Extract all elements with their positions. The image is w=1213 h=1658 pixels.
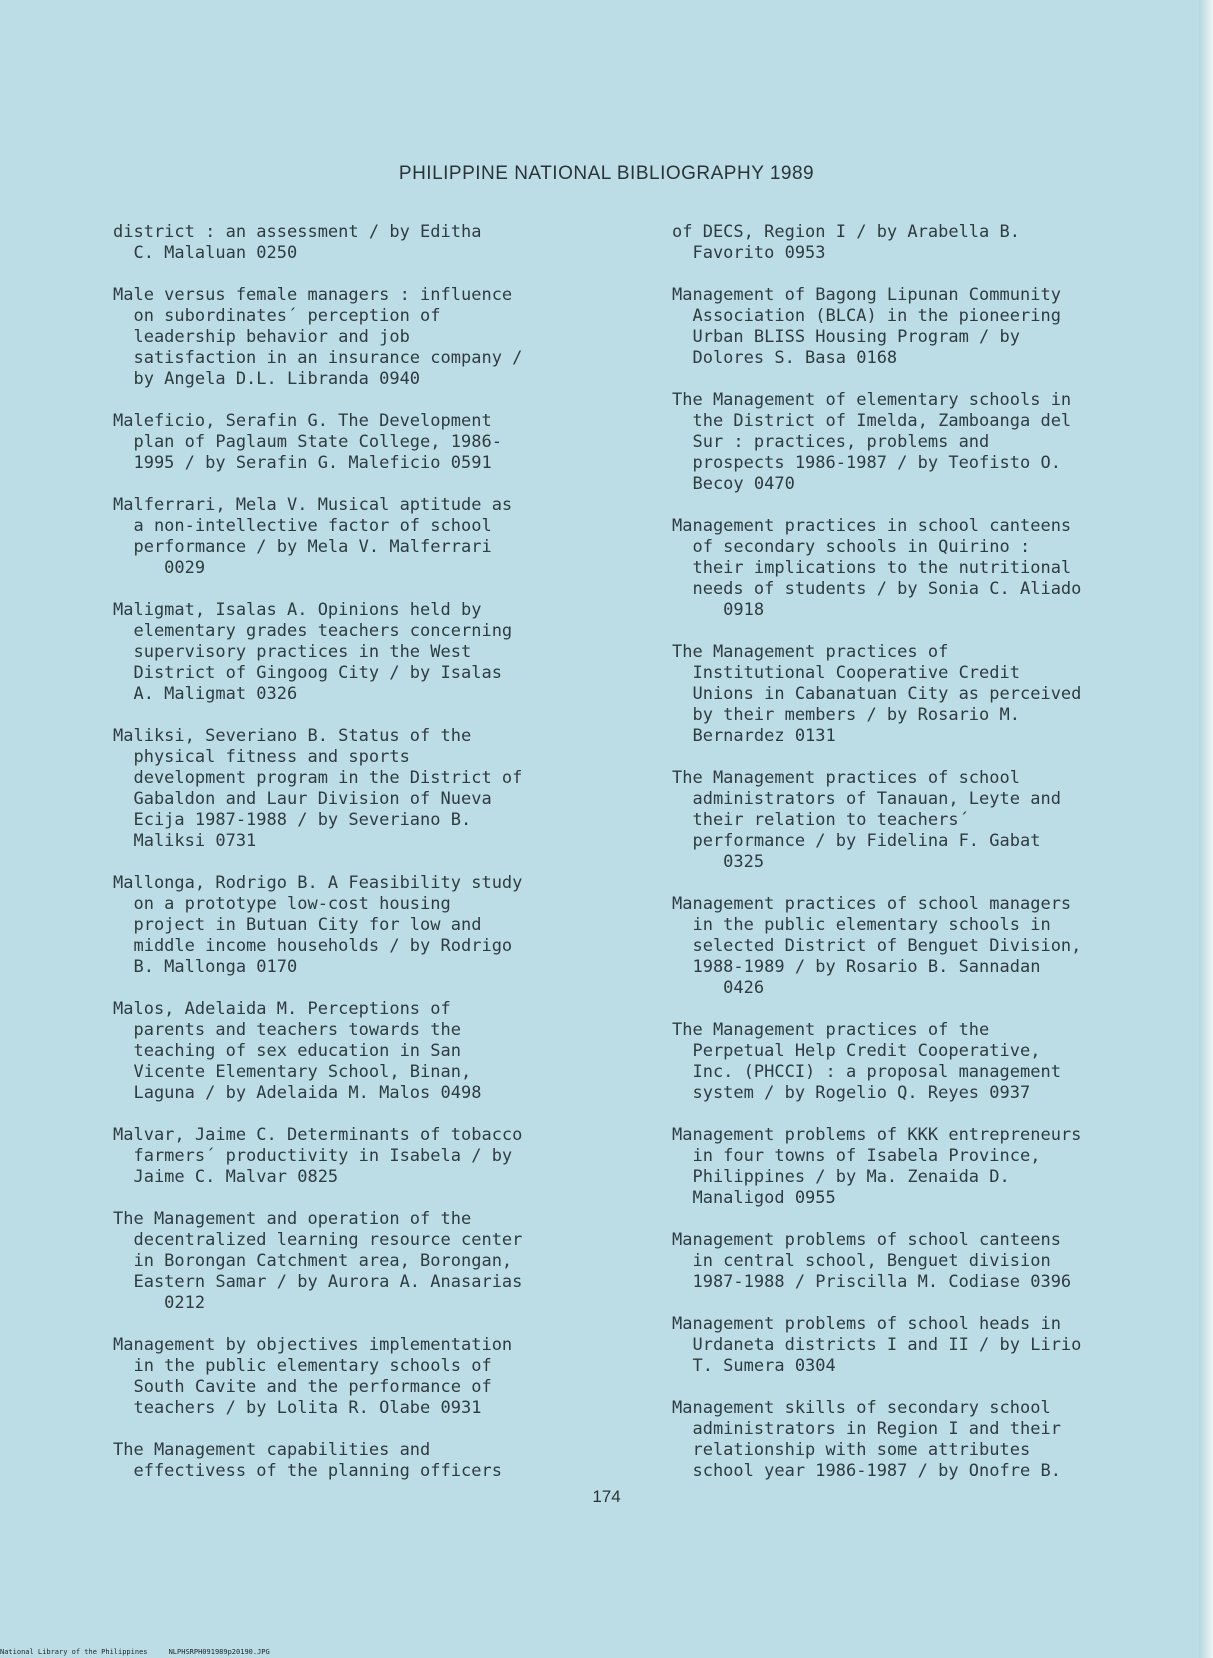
bib-entry: Malos, Adelaida M. Perceptions of parents and teachers towards the teaching of sex education in San Vicente Elementary School, Binan, Laguna / by Adelaida M. Malos 0498 (113, 999, 482, 1103)
footer-source: National Library of the Philippines (0, 1648, 148, 1656)
bib-entry: Maliksi, Severiano B. Status of the physical fitness and sports development program in the District of Gabaldon and Laur Division of Nueva Ecija 1987-1988 / by Severiano B. Maliksi 0731 (113, 726, 523, 851)
bib-entry: Maleficio, Serafin G. The Development plan of Paglaum State College, 1986- 1995 / by Serafin G. Maleficio 0591 (113, 411, 502, 473)
bib-entry: Maligmat, Isalas A. Opinions held by elementary grades teachers concerning supervisory practices in the West District of Gingoog City / by Isalas A. Maligmat 0326 (113, 600, 513, 704)
bib-entry: Management by objectives implementation in the public elementary schools of South Cavite and the performance of teachers / by Lolita R. Olabe 0931 (113, 1335, 513, 1418)
footer-filename: NLPHSRPH091989p20190.JPG (168, 1648, 270, 1656)
bib-entry: The Management practices of the Perpetual Help Credit Cooperative, Inc. (PHCCI) : a proposal management system / by Rogelio Q. Reyes 0937 (672, 1020, 1061, 1103)
bib-entry: Management problems of school heads in Urdaneta districts I and II / by Lirio T. Sumera 0304 (672, 1314, 1082, 1376)
bib-entry: The Management and operation of the decentralized learning resource center in Borongan Catchment area, Borongan, Eastern Samar / by Aurora A. Anasarias 0212 (113, 1209, 523, 1313)
bib-entry: Malferrari, Mela V. Musical aptitude as a non-intellective factor of school performance / by Mela V. Malferrari 0029 (113, 495, 513, 578)
bib-entry: Management problems of KKK entrepreneurs in four towns of Isabela Province, Philippines / by Ma. Zenaida D. Manaligod 0955 (672, 1125, 1082, 1208)
bib-entry: district : an assessment / by Editha C. Malaluan 0250 (113, 222, 482, 263)
bib-entry: Management problems of school canteens in central school, Benguet division 1987-1988 / Priscilla M. Codiase 0396 (672, 1230, 1072, 1292)
page-title: PHILIPPINE NATIONAL BIBLIOGRAPHY 1989 (398, 163, 815, 184)
bib-entry: Management skills of secondary school administrators in Region I and their relationship with some attributes school year 1986-1987 / by Onofre B. (672, 1398, 1061, 1481)
bib-entry: Management of Bagong Lipunan Community Association (BLCA) in the pioneering Urban BLISS Housing Program / by Dolores S. Basa 0168 (672, 285, 1061, 368)
left-column (113, 222, 633, 1503)
bib-entry: Male versus female managers : influence on subordinates´ perception of leadership behavior and job satisfaction in an insurance company / by Angela D.L. Libranda 0940 (113, 285, 523, 389)
page-number: 174 (592, 1487, 621, 1506)
bib-entry: of DECS, Region I / by Arabella B. Favorito 0953 (672, 222, 1020, 263)
page-edge (1199, 0, 1213, 1658)
scan-footer (0, 1648, 270, 1656)
bib-entry: Mallonga, Rodrigo B. A Feasibility study on a prototype low-cost housing project in Butuan City for low and middle income households / by Rodrigo B. Mallonga 0170 (113, 873, 523, 977)
bib-entry: Malvar, Jaime C. Determinants of tobacco farmers´ productivity in Isabela / by Jaime C. Malvar 0825 (113, 1125, 523, 1187)
right-column (672, 222, 1192, 1503)
bib-entry: The Management capabilities and effectivess of the planning officers (113, 1440, 502, 1481)
bib-entry: Management practices in school canteens of secondary schools in Quirino : their implications to the nutritional needs of students / by Sonia C. Aliado 0918 (672, 516, 1082, 620)
bib-entry: The Management practices of Institutional Cooperative Credit Unions in Cabanatuan City as perceived by their members / by Rosario M. Bernardez 0131 (672, 642, 1082, 746)
bib-entry: Management practices of school managers in the public elementary schools in selected District of Benguet Division, 1988-1989 / by Rosario B. Sannadan 0426 (672, 894, 1082, 998)
bib-entry: The Management practices of school administrators of Tanauan, Leyte and their relation to teachers´ performance / by Fidelina F. Gabat 0325 (672, 768, 1061, 872)
bib-entry: The Management of elementary schools in the District of Imelda, Zamboanga del Sur : practices, problems and prospects 1986-1987 / by Teofisto O. Becoy 0470 (672, 390, 1072, 494)
